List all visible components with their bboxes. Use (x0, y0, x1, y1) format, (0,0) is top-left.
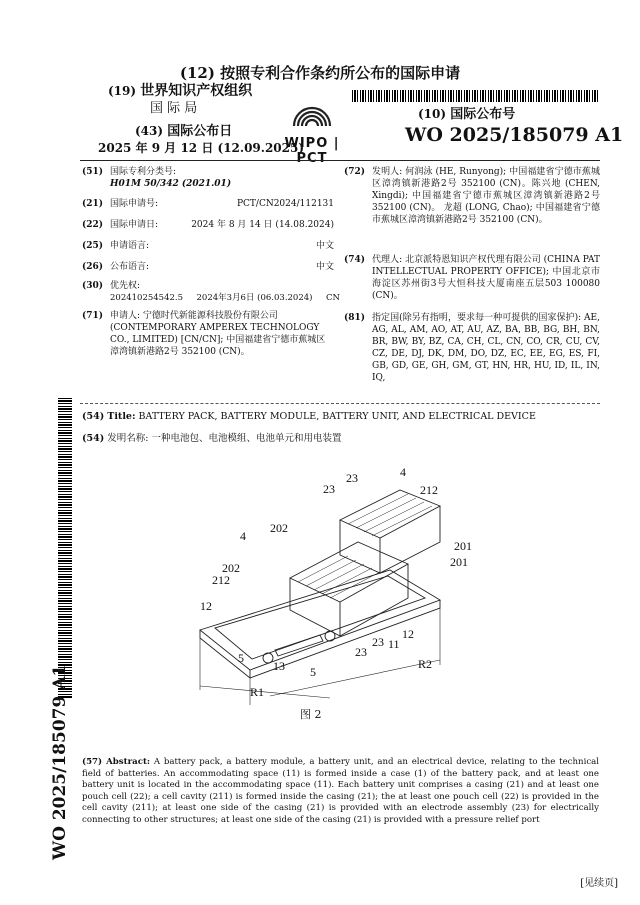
fig-label: 212 (212, 573, 230, 587)
fig-label: 201 (454, 539, 472, 553)
bib-label: 优先权: (110, 281, 141, 291)
pubdate-num: (43) (135, 124, 164, 138)
fig-label: 4 (400, 465, 406, 479)
bib-value: 中文 (315, 262, 334, 272)
bib-value: 202410254542.5 2024年3月6日 (06.03.2024) CN (110, 293, 340, 303)
bib-81: (81) 指定国(除另有指明，要求每一种可提供的国家保护): AE, AG, AL, AM, AO, AT, AU, AZ, BA, BB, BG, BH, BN, BR, BW, BY, BZ, CA, CH, CL, CN, CO, CR, CU, CV, CZ, DE, DJ, DK, DM, DO, DZ, EC, EE, EG, ES, FI, GB, GD, GE, GH, GM, GT, HN, HR, HU, ID, IL, IN, IQ, (344, 313, 600, 383)
bib-value: PCT/CN2024/112131 (236, 199, 334, 209)
header-divider (80, 160, 600, 161)
abstract-text: A battery pack, a battery module, a battery unit, and an electrical device, relating to the technical field of batteries. An accommodating space (11) is formed inside a case (1) of the battery pack, and at least one battery unit is located in the accommodating space (11). Each battery unit comprises a casing (21) and at least one pouch cell (22); a cell cavity (211) is formed inside the casing (21); the at least one pouch cell (22) is provided in the cell cavity (211); at least one side of the casing (21) is provided with an electrode assembly (23) for electrically connecting to other structures; at least one side of the casing (21) is provided with a pressure relief port (82, 757, 600, 825)
title-en-value: BATTERY PACK, BATTERY MODULE, BATTERY UNIT, AND ELECTRICAL DEVICE (138, 411, 536, 422)
bib-value: 宁德时代新能源科技股份有限公司 (CONTEMPORARY AMPEREX TECHNOLOGY CO., LIMITED) [CN/CN]; 中国福建省宁德市蕉城区漳湾镇新港路2号 352100 (CN)。 (110, 311, 326, 357)
side-barcode (58, 398, 72, 698)
bib-label: 国际专利分类号: (110, 167, 177, 177)
wipo-pct-text: WIPO | PCT (284, 136, 340, 166)
fig-label: 5 (310, 665, 316, 679)
bib-label: 申请人: (110, 311, 141, 321)
bib-value: 2024 年 8 月 14 日 (14.08.2024) (191, 220, 334, 230)
bib-21: (21) 国际申请号: PCT/CN2024/112131 (82, 199, 334, 209)
fig-label: 202 (270, 521, 288, 535)
fig-label: 12 (200, 599, 212, 613)
bib-72: (72) 发明人: 何润泳 (HE, Runyong); 中国福建省宁德市蕉城区漳湾镇新港路2号 352100 (CN)。陈兴地 (CHEN, Xingdi); 中国福建省宁德市蕉城区漳湾镇新港路2号 352100 (CN)。 龙超 (LONG, Chao); 中国福建省宁德市蕉城区漳湾镇新港路2号 352100 (CN)。 (344, 167, 600, 225)
abstract-label: (57) Abstract: (82, 757, 151, 767)
fig-label: R1 (250, 685, 265, 699)
continued-note: [见续页] (580, 878, 618, 889)
fig-label: 12 (402, 627, 414, 641)
document-title: (12) 按照专利合作条约所公布的国际申请 (179, 64, 461, 82)
fig-label: 23 (355, 645, 367, 659)
patent-figure (180, 460, 500, 710)
bib-text: 指定国(除另有指明，要求每一种可提供的国家保护): AE, AG, AL, AM, AO, AT, AU, AZ, BA, BB, BG, BH, BN, BR, BW, BY, BZ, CA, CH, CL, CN, CO, CR, CU, CV, CZ, DE, DJ, DK, DM, DO, DZ, EC, EE, EG, ES, FI, GB, GD, GE, GH, GM, GT, HN, HR, HU, ID, IL, IN, IQ, (372, 313, 600, 383)
abstract (82, 757, 599, 826)
bib-value: H01M 50/342 (2021.01) (110, 179, 232, 189)
bib-74: (74) 代理人: 北京派特恩知识产权代理有限公司 (CHINA PAT INTELLECTUAL PROPERTY OFFICE); 中国北京市海淀区苏州街3号大恒科技大厦南座五层503 100080 (CN)。 (344, 255, 600, 301)
fig-label: R2 (418, 657, 433, 671)
bib-71: (71) 申请人: 宁德时代新能源科技股份有限公司 (CONTEMPORARY AMPEREX TECHNOLOGY CO., LIMITED) [CN/CN]; 中国福建省宁德市蕉城区漳湾镇新港路2号 352100 (CN)。 (82, 311, 326, 357)
wipo-logo (272, 96, 352, 166)
bureau: 国 际 局 (150, 101, 198, 116)
title-en: (54) Title: BATTERY PACK, BATTERY MODULE, BATTERY UNIT, AND ELECTRICAL DEVICE (82, 411, 536, 422)
bib-label: 公布语言: (110, 262, 150, 272)
pubdate-line (135, 124, 232, 139)
figure-caption: 图 2 (300, 708, 322, 721)
bib-value: 中文 (315, 241, 334, 251)
bib-51: (51) 国际专利分类号: H01M 50/342 (2021.01) (82, 167, 232, 189)
bib-26: (26) 公布语言: 中文 (82, 262, 334, 272)
fig-label: 23 (323, 482, 335, 496)
bib-label: 国际申请号: (110, 199, 159, 209)
pubdate-value: 2025 年 9 月 12 日 (12.09.2025) (98, 141, 305, 155)
bib-text: 代理人: 北京派特恩知识产权代理有限公司 (CHINA PAT INTELLECTUAL PROPERTY OFFICE); 中国北京市海淀区苏州街3号大恒科技大厦南座五层503 100080 (CN)。 (372, 255, 600, 301)
bib-label: 国际申请日: (110, 220, 159, 230)
fig-label: 212 (420, 483, 438, 497)
fig-label: 201 (450, 555, 468, 569)
top-barcode (352, 90, 598, 102)
bib-25: (25) 申请语言: 中文 (82, 241, 334, 251)
title-zh-value: 一种电池包、电池模组、电池单元和用电装置 (151, 433, 342, 444)
fig-label: 11 (388, 637, 400, 651)
fig-label: 5 (238, 651, 244, 665)
pubdate-label: 国际公布日 (167, 124, 233, 139)
section-divider (80, 403, 600, 404)
org-name: 世界知识产权组织 (140, 83, 253, 99)
title-zh: (54) 发明名称: 一种电池包、电池模组、电池单元和用电装置 (82, 433, 342, 444)
bib-22: (22) 国际申请日: 2024 年 8 月 14 日 (14.08.2024) (82, 220, 334, 230)
fig-label: 4 (240, 529, 246, 543)
bib-30: (30) 优先权: 202410254542.5 2024年3月6日 (06.03.2024) CN (82, 281, 340, 303)
pubno-label: 国际公布号 (450, 107, 516, 122)
side-publication-number: WO 2025/185079 A1 (50, 664, 70, 860)
org-line (108, 84, 252, 99)
fig-label: 13 (273, 659, 285, 673)
org-num: (19) (108, 84, 137, 98)
fig-label: 23 (372, 635, 384, 649)
pubno-label-num: (10) (418, 107, 447, 121)
battery-pack-drawing (180, 460, 500, 710)
publication-number: WO 2025/185079 A1 (405, 124, 624, 146)
fig-label: 202 (222, 561, 240, 575)
pubno-label-line (418, 107, 515, 122)
bib-text: 发明人: 何润泳 (HE, Runyong); 中国福建省宁德市蕉城区漳湾镇新港路2号 352100 (CN)。陈兴地 (CHEN, Xingdi); 中国福建省宁德市蕉城区漳湾镇新港路2号 352100 (CN)。 龙超 (LONG, Chao); 中国福建省宁德市蕉城区漳湾镇新港路2号 352100 (CN)。 (372, 167, 600, 225)
bib-label: 申请语言: (110, 241, 150, 251)
fig-label: 23 (346, 471, 358, 485)
